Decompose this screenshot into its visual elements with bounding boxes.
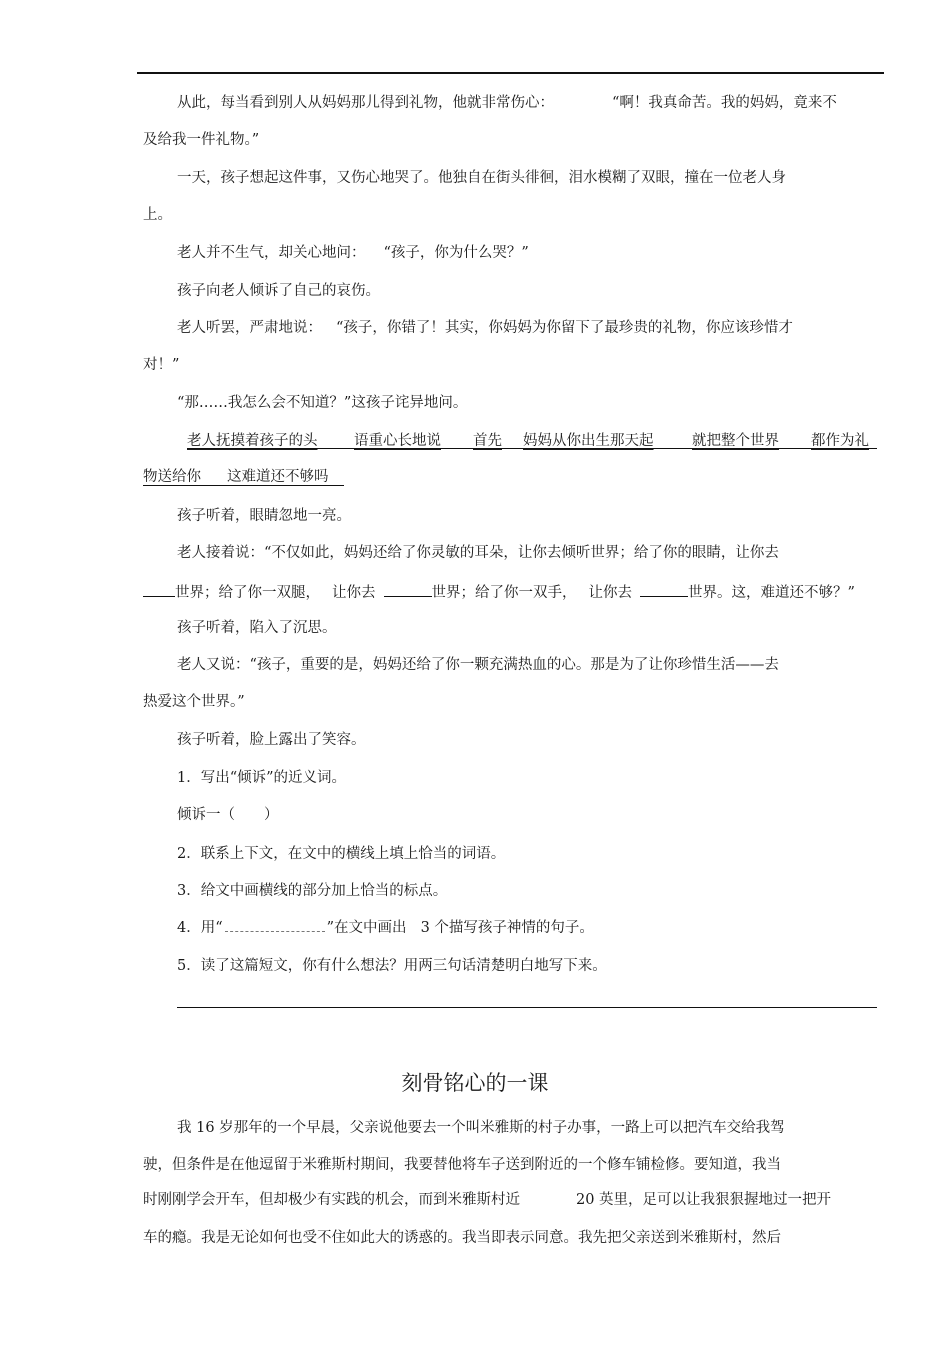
paragraph-line: 及给我一件礼物。” [143,132,260,148]
text-segment: 让你去 [588,585,632,601]
paragraph-line: 孩子听着，陷入了沉思。 [177,620,337,636]
text-segment: 20 英里，足可以让我狠狠握地过一把开 [576,1192,832,1208]
question-2: 2．联系上下文，在文中的横线上填上恰当的词语。 [177,846,506,862]
paragraph-line: 驶，但条件是在他逗留于米雅斯村期间，我要替他将车子送到附近的一个修车铺检修。要知道，我当 [143,1157,781,1173]
underlined-segment: 就把整个世界 [692,433,779,449]
paragraph-line: 孩子向老人倾诉了自己的哀伤。 [177,283,380,299]
underlined-segment: 物送给你 [143,469,201,485]
text-segment: 老人并不生气，却关心地问： [177,245,366,261]
paragraph-line [143,582,855,603]
text-segment: “孩子，你错了！其实，你妈妈为你留下了最珍贵的礼物，你应该珍惜才 [336,320,793,336]
fill-blank[interactable] [640,582,688,597]
paragraph-line: 对！” [143,357,180,373]
article-title: 刻骨铭心的一课 [401,1071,549,1095]
text-segment: “孩子，你为什么哭？” [383,245,529,261]
paragraph-line: 孩子听着，眼睛忽地一亮。 [177,508,351,524]
paragraph-line: 车的瘾。我是无论如何也受不住如此大的诱惑的。我当即表示同意。我先把父亲送到米雅斯村，然后 [143,1230,781,1246]
underlined-segment: 这难道还不够吗 [227,469,329,485]
text-segment: 世界。这，难道还不够？” [688,585,855,601]
underline-bar [187,448,877,449]
paragraph-line [177,243,529,263]
underlined-segment: 老人抚摸着孩子的头 [187,433,318,449]
paragraph-line: 老人又说：“孩子，重要的是，妈妈还给了你一颗充满热血的心。那是为了让你珍惜生活——去 [177,657,779,673]
paragraph-line: 一天，孩子想起这件事，又伤心地哭了。他独自在街头徘徊，泪水模糊了双眼，撞在一位老人身 [177,170,786,186]
paragraph-line: 我 16 岁那年的一个早晨，父亲说他要去一个叫米雅斯的村子办事，一路上可以把汽车交给我驾 [177,1120,785,1136]
fill-blank[interactable] [384,582,432,597]
text-segment: 让你去 [332,585,376,601]
text-segment: 从此，每当看到别人从妈妈那儿得到礼物，他就非常伤心： [177,95,554,111]
question-1: 1．写出“倾诉”的近义词。 [177,770,347,786]
text-segment: 老人听罢，严肃地说： [177,320,322,336]
underlined-segment: 语重心长地说 [354,433,441,449]
text-segment: 世界；给了你一双手， [431,585,577,601]
underlined-segment: 都作为礼 [811,433,869,449]
top-rule [137,72,884,74]
text-segment: 世界；给了你一双腿， [175,585,320,601]
paragraph-line: 孩子听着，脸上露出了笑容。 [177,732,366,748]
text-segment: ”在文中画出 [326,920,407,936]
text-segment: 4．用“ [177,920,223,936]
paragraph-line [177,93,837,113]
text-segment: “啊！我真命苦。我的妈妈，竟来不 [612,95,837,111]
question-5: 5．读了这篇短文，你有什么想法？用两三句话清楚明白地写下来。 [177,958,607,974]
underlined-segment: 妈妈从你出生那天起 [523,433,654,449]
paragraph-line: 上。 [143,207,172,223]
question-1-answer-blank[interactable]: 倾诉一（ ） [177,807,279,823]
wavy-line-sample [225,919,325,932]
underline-bar [143,485,344,486]
fill-blank[interactable] [143,582,175,597]
answer-line[interactable] [177,1007,877,1008]
paragraph-line: 老人接着说：“不仅如此，妈妈还给了你灵敏的耳朵，让你去倾听世界；给了你的眼睛，让你去 [177,545,779,561]
underlined-segment: 首先 [473,433,502,449]
paragraph-line: 热爱这个世界。” [143,694,245,710]
question-4 [177,918,594,938]
text-segment: 3 个描写孩子神情的句子。 [420,920,594,936]
paragraph-line: “那……我怎么会不知道？”这孩子诧异地问。 [177,395,468,411]
question-3: 3．给文中画横线的部分加上恰当的标点。 [177,883,448,899]
paragraph-line [143,1190,831,1210]
text-segment: 时刚刚学会开车，但却极少有实践的机会，而到米雅斯村近 [143,1192,520,1208]
paragraph-line [177,318,793,338]
